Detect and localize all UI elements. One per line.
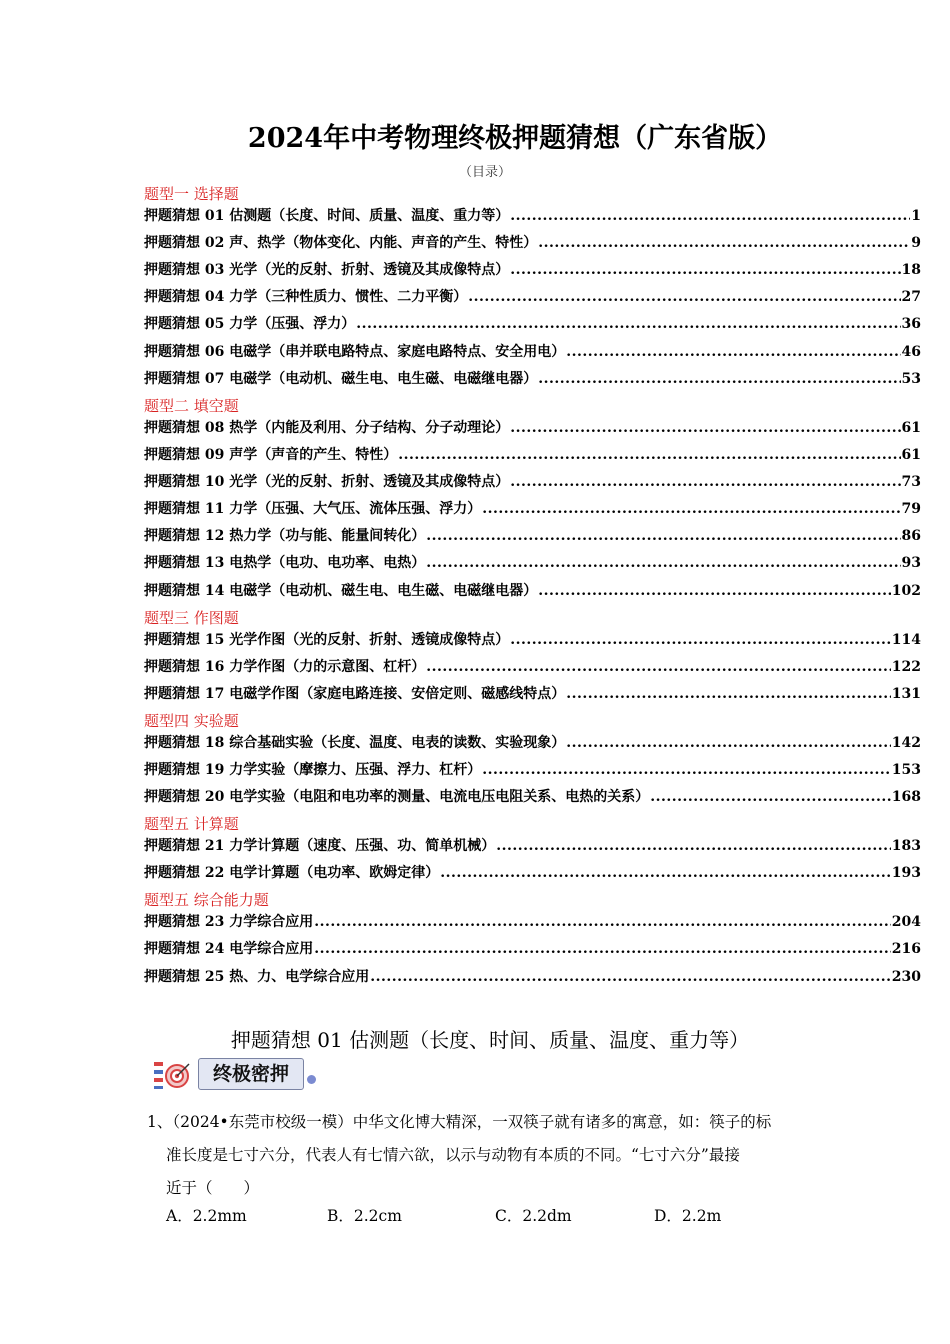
toc-leader-dots bbox=[650, 789, 891, 805]
question-1 bbox=[147, 1106, 807, 1205]
toc-category: 题型五 计算题 bbox=[144, 815, 239, 833]
toc-entry-label: 押题猜想 21 力学计算题（速度、压强、功、简单机械） bbox=[144, 838, 496, 854]
toc-category: 题型二 填空题 bbox=[144, 397, 239, 415]
toc-page-number: 61 bbox=[901, 420, 921, 436]
toc-entry[interactable] bbox=[144, 313, 921, 333]
toc-leader-dots bbox=[482, 501, 900, 517]
toc-entry[interactable] bbox=[144, 341, 921, 361]
toc-entry[interactable] bbox=[144, 471, 921, 491]
toc-entry[interactable] bbox=[144, 862, 921, 882]
toc-category: 题型一 选择题 bbox=[144, 185, 239, 203]
option-c[interactable]: C．2.2dm bbox=[495, 1207, 572, 1225]
toc-entry-label: 押题猜想 14 电磁学（电动机、磁生电、电生磁、电磁继电器） bbox=[144, 583, 538, 599]
toc-page-number: 183 bbox=[891, 838, 921, 854]
toc-leader-dots bbox=[370, 969, 891, 985]
badge-dot bbox=[307, 1075, 316, 1084]
toc-entry[interactable] bbox=[144, 417, 921, 437]
toc-leader-dots bbox=[398, 447, 900, 463]
toc-entry[interactable] bbox=[144, 525, 921, 545]
toc-entry[interactable] bbox=[144, 683, 921, 703]
toc-entry[interactable] bbox=[144, 580, 921, 600]
question-line: 近于（ ） bbox=[166, 1179, 260, 1197]
toc-page-number: 27 bbox=[901, 289, 921, 305]
toc-page-number: 1 bbox=[911, 208, 921, 224]
toc-entry[interactable] bbox=[144, 911, 921, 931]
toc-leader-dots bbox=[566, 686, 891, 702]
option-d[interactable]: D．2.2m bbox=[654, 1207, 722, 1225]
toc-entry[interactable] bbox=[144, 232, 921, 252]
toc-entry-label: 押题猜想 17 电磁学作图（家庭电路连接、安倍定则、磁感线特点） bbox=[144, 686, 566, 702]
toc-page-number: 53 bbox=[901, 371, 921, 387]
toc-leader-dots bbox=[496, 838, 891, 854]
toc-entry-label: 押题猜想 19 力学实验（摩擦力、压强、浮力、杠杆） bbox=[144, 762, 482, 778]
toc-leader-dots bbox=[426, 528, 900, 544]
toc-entry[interactable] bbox=[144, 938, 921, 958]
toc-entry[interactable] bbox=[144, 966, 921, 986]
toc-entry-label: 押题猜想 16 力学作图（力的示意图、杠杆） bbox=[144, 659, 426, 675]
toc-page-number: 142 bbox=[891, 735, 921, 751]
toc-entry-label: 押题猜想 11 力学（压强、大气压、流体压强、浮力） bbox=[144, 501, 482, 517]
toc-leader-dots bbox=[314, 941, 891, 957]
toc-category: 题型五 综合能力题 bbox=[144, 891, 269, 909]
toc-entry-label: 押题猜想 01 估测题（长度、时间、质量、温度、重力等） bbox=[144, 208, 510, 224]
toc-page-number: 9 bbox=[911, 235, 921, 251]
toc-entry[interactable] bbox=[144, 444, 921, 464]
toc-page-number: 131 bbox=[891, 686, 921, 702]
toc-entry[interactable] bbox=[144, 259, 921, 279]
toc-entry[interactable] bbox=[144, 759, 921, 779]
toc-entry-label: 押题猜想 18 综合基础实验（长度、温度、电表的读数、实验现象） bbox=[144, 735, 566, 751]
toc-entry[interactable] bbox=[144, 732, 921, 752]
toc-page-number: 216 bbox=[891, 941, 921, 957]
toc-page-number: 230 bbox=[891, 969, 921, 985]
toc-category: 题型四 实验题 bbox=[144, 712, 239, 730]
toc-leader-dots bbox=[566, 735, 891, 751]
toc-leader-dots bbox=[566, 344, 900, 360]
page-title: 2024年中考物理终极押题猜想（广东省版） bbox=[247, 123, 783, 154]
toc-page-number: 46 bbox=[901, 344, 921, 360]
toc-leader-dots bbox=[468, 289, 900, 305]
toc-entry-label: 押题猜想 20 电学实验（电阻和电功率的测量、电流电压电阻关系、电热的关系） bbox=[144, 789, 650, 805]
toc-leader-dots bbox=[440, 865, 891, 881]
toc-leader-dots bbox=[426, 555, 900, 571]
toc-page-number: 18 bbox=[901, 262, 921, 278]
toc-entry-label: 押题猜想 03 光学（光的反射、折射、透镜及其成像特点） bbox=[144, 262, 510, 278]
question-line: 1、（2024•东莞市校级一模）中华文化博大精深，一双筷子就有诸多的寓意，如：筷子的标 bbox=[147, 1113, 772, 1131]
toc-page-number: 61 bbox=[901, 447, 921, 463]
toc-page-number: 79 bbox=[901, 501, 921, 517]
toc-entry-label: 押题猜想 23 力学综合应用 bbox=[144, 914, 314, 930]
toc-entry-label: 押题猜想 04 力学（三种性质力、惯性、二力平衡） bbox=[144, 289, 468, 305]
section-badge bbox=[152, 1054, 322, 1094]
toc-entry[interactable] bbox=[144, 205, 921, 225]
toc-page-number: 36 bbox=[901, 316, 921, 332]
badge-label: 终极密押 bbox=[198, 1058, 304, 1090]
toc-page-number: 73 bbox=[901, 474, 921, 490]
toc-leader-dots bbox=[538, 235, 910, 251]
toc-entry[interactable] bbox=[144, 498, 921, 518]
page-subtitle: （目录） bbox=[458, 165, 511, 180]
toc-page-number: 122 bbox=[891, 659, 921, 675]
toc-leader-dots bbox=[314, 914, 891, 930]
toc-entry[interactable] bbox=[144, 786, 921, 806]
toc-entry-label: 押题猜想 10 光学（光的反射、折射、透镜及其成像特点） bbox=[144, 474, 510, 490]
toc-page-number: 153 bbox=[891, 762, 921, 778]
option-b[interactable]: B．2.2cm bbox=[327, 1207, 402, 1225]
question-line: 准长度是七寸六分，代表人有七情六欲，以示与动物有本质的不同。“七寸六分”最接 bbox=[166, 1146, 740, 1164]
target-icon bbox=[152, 1058, 192, 1092]
toc-category: 题型三 作图题 bbox=[144, 609, 239, 627]
toc-entry-label: 押题猜想 22 电学计算题（电功率、欧姆定律） bbox=[144, 865, 440, 881]
toc-leader-dots bbox=[510, 632, 891, 648]
toc-entry[interactable] bbox=[144, 835, 921, 855]
toc-page-number: 102 bbox=[891, 583, 921, 599]
toc-entry-label: 押题猜想 02 声、热学（物体变化、内能、声音的产生、特性） bbox=[144, 235, 538, 251]
toc-entry[interactable] bbox=[144, 629, 921, 649]
toc-entry-label: 押题猜想 08 热学（内能及利用、分子结构、分子动理论） bbox=[144, 420, 510, 436]
toc-page-number: 86 bbox=[901, 528, 921, 544]
toc-leader-dots bbox=[510, 208, 910, 224]
toc-entry-label: 押题猜想 13 电热学（电功、电功率、电热） bbox=[144, 555, 426, 571]
toc-leader-dots bbox=[538, 583, 891, 599]
toc-entry-label: 押题猜想 05 力学（压强、浮力） bbox=[144, 316, 356, 332]
toc-leader-dots bbox=[538, 371, 900, 387]
toc-entry-label: 押题猜想 06 电磁学（串并联电路特点、家庭电路特点、安全用电） bbox=[144, 344, 566, 360]
toc-leader-dots bbox=[426, 659, 891, 675]
toc-entry[interactable] bbox=[144, 552, 921, 572]
toc-entry-label: 押题猜想 15 光学作图（光的反射、折射、透镜成像特点） bbox=[144, 632, 510, 648]
answer-options bbox=[166, 1204, 806, 1230]
toc-page-number: 204 bbox=[891, 914, 921, 930]
toc-leader-dots bbox=[510, 420, 900, 436]
toc-entry-label: 押题猜想 24 电学综合应用 bbox=[144, 941, 314, 957]
toc-leader-dots bbox=[356, 316, 900, 332]
toc-entry[interactable] bbox=[144, 368, 921, 388]
toc-page-number: 93 bbox=[901, 555, 921, 571]
toc-leader-dots bbox=[510, 262, 900, 278]
option-a[interactable]: A．2.2mm bbox=[166, 1207, 247, 1225]
toc-leader-dots bbox=[510, 474, 900, 490]
toc-page-number: 168 bbox=[891, 789, 921, 805]
toc-entry[interactable] bbox=[144, 286, 921, 306]
toc-entry[interactable] bbox=[144, 656, 921, 676]
toc-entry-label: 押题猜想 09 声学（声音的产生、特性） bbox=[144, 447, 398, 463]
toc-entry-label: 押题猜想 07 电磁学（电动机、磁生电、电生磁、电磁继电器） bbox=[144, 371, 538, 387]
toc-entry-label: 押题猜想 25 热、力、电学综合应用 bbox=[144, 969, 370, 985]
section-title: 押题猜想 01 估测题（长度、时间、质量、温度、重力等） bbox=[230, 1028, 750, 1052]
toc-page-number: 193 bbox=[891, 865, 921, 881]
toc-entry-label: 押题猜想 12 热力学（功与能、能量间转化） bbox=[144, 528, 426, 544]
toc-leader-dots bbox=[482, 762, 891, 778]
toc-page-number: 114 bbox=[891, 632, 921, 648]
